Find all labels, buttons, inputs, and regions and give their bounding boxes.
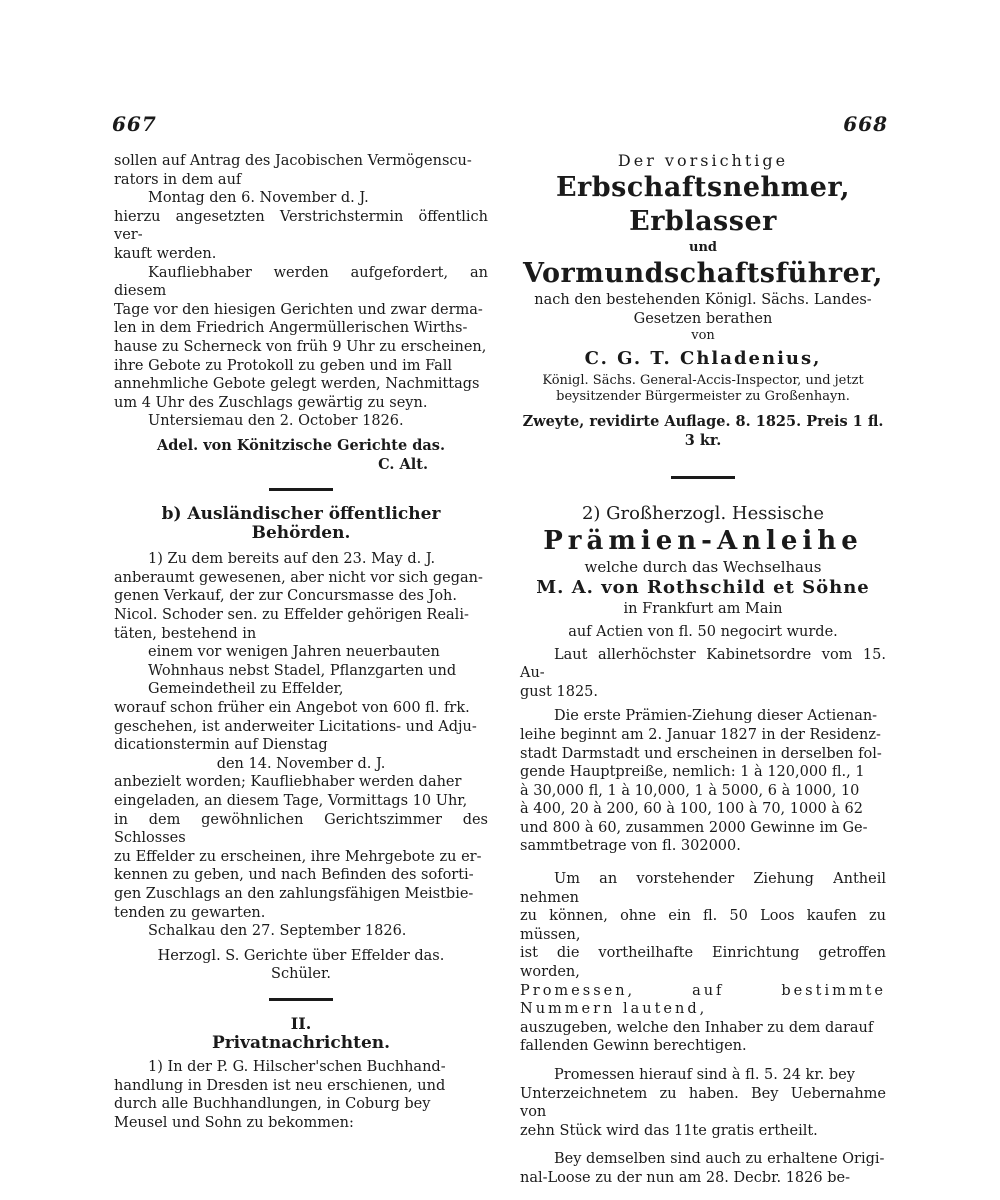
prize-loan-advertisement [520, 505, 886, 1187]
book-subtitle: nach den bestehenden Königl. Sächs. Landes- [534, 292, 872, 309]
text-line: kauft werden. [114, 245, 217, 262]
text-line: Promessen, auf bestimmte Nummern lautend, [520, 982, 886, 1018]
book-title-line: Der vorsichtige [617, 151, 789, 170]
text-line: ist die vortheilhafte Einrichtung getroffen worden, [520, 945, 886, 981]
right-column [520, 152, 886, 1188]
text-line: in dem gewöhnlichen Gerichtszimmer des Schlosses [114, 811, 488, 847]
place-date: Schalkau den 27. September 1826. [148, 923, 407, 940]
book-title-conjunction: und [689, 239, 717, 255]
text-line: gende Hauptpreiße, nemlich: 1 à 120,000 fl., 1 [520, 764, 865, 781]
text-line: Um an vorstehender Ziehung Antheil nehmen [520, 871, 886, 906]
prize-bank-name: M. A. von Rothschild et Söhne [536, 577, 870, 599]
text-line: Unterzeichnetem zu haben. Bey Uebernahme von [520, 1085, 886, 1121]
signature-name: C. Alt. [378, 455, 428, 473]
text-line: gust 1825. [520, 683, 599, 700]
text-line: zu können, ohne ein fl. 50 Loos kaufen zu müssen, [520, 908, 886, 943]
text-line: einem vor wenigen Jahren neuerbauten [148, 644, 440, 661]
text-line: fallenden Gewinn berechtigen. [520, 1038, 747, 1055]
prize-title: Prämien-Anleihe [543, 525, 863, 556]
text-line: hierzu angesetzten Verstrichstermin öffentlich ver- [114, 208, 488, 244]
text-line: Bey demselben sind auch zu erhaltene Origi- [554, 1151, 885, 1168]
section-divider [269, 488, 333, 491]
text-line: genen Verkauf, der zur Concursmasse des Joh. [114, 588, 458, 605]
page-number-right: 668 [843, 112, 888, 136]
section-divider [671, 476, 735, 479]
text-line: Die erste Prämien-Ziehung dieser Actienan- [554, 708, 878, 725]
text-line: täten, bestehend in [114, 625, 257, 642]
text-line: dicationstermin auf Dienstag [114, 737, 328, 754]
text-line: len in dem Friedrich Angermüllerischen Wirths- [114, 320, 468, 337]
signature-court: Adel. von Könitzische Gerichte das. [156, 436, 445, 454]
text-line: tenden zu gewarten. [114, 904, 266, 921]
text-line: zehn Stück wird das 11te gratis ertheilt. [520, 1122, 818, 1139]
book-subtitle: Gesetzen berathen [633, 310, 773, 327]
text-line: gen Zuschlags an den zahlungsfähigen Meistbie- [114, 885, 474, 902]
text-line: Kaufliebhaber werden aufgefordert, an diesem [114, 264, 488, 300]
text-line: Laut allerhöchster Kabinetsordre vom 15. Au- [520, 646, 886, 682]
text-line: rators in dem auf [114, 171, 242, 188]
signature-court: Herzogl. S. Gerichte über Effelder das. [157, 947, 445, 964]
text-line: à 400, 20 à 200, 60 à 100, 100 à 70, 1000 à 62 [520, 801, 863, 818]
text-line: und 800 à 60, zusammen 2000 Gewinne im Ge- [520, 819, 868, 836]
left-column [114, 152, 488, 1133]
text-line: ihre Gebote zu Protokoll zu geben und im Fall [114, 357, 453, 374]
text-line: Promessen hierauf sind à fl. 5. 24 kr. bey [554, 1067, 855, 1083]
prize-heading: 2) Großherzogl. Hessische [581, 503, 825, 525]
book-author-info: Königl. Sächs. General-Accis-Inspector, und jetzt [542, 372, 864, 388]
signature-name: Schüler. [271, 966, 331, 983]
text-line: durch alle Buchhandlungen, in Coburg bey [114, 1096, 431, 1113]
book-author: C. G. T. Chladenius, [584, 348, 822, 370]
text-line: annehmliche Gebote gelegt werden, Nachmittags [114, 376, 480, 393]
prize-subtitle: welche durch das Wechselhaus [584, 557, 822, 576]
text-line: Tage vor den hiesigen Gerichten und zwar derma- [114, 301, 483, 318]
text-line: leihe beginnt am 2. Januar 1827 in der Residenz- [520, 726, 881, 743]
notice-hilscher [114, 1058, 488, 1132]
book-edition-price: Zweyte, revidirte Auflage. 8. 1825. Preis 1 fl. 3 kr. [522, 412, 884, 449]
text-line: den 14. November d. J. [216, 755, 386, 772]
text-line: sollen auf Antrag des Jacobischen Vermögenscu- [114, 153, 472, 169]
page-number-left: 667 [112, 112, 157, 136]
text-line: geschehen, ist anderweiter Licitations- und Adju- [114, 718, 477, 735]
text-line: nal-Loose zu der nun am 28. Decbr. 1826 be- [520, 1169, 850, 1186]
book-von: von [691, 328, 715, 344]
notice-jacobi [114, 152, 488, 474]
text-line: anberaumt gewesenen, aber nicht vor sich gegan- [114, 569, 483, 586]
text-line: Wohnhaus nebst Stadel, Pflanzgarten und [148, 662, 457, 679]
book-author-info: beysitzender Bürgermeister zu Großenhayn. [556, 388, 850, 404]
text-line: kennen zu geben, und nach Befinden des soforti- [114, 867, 474, 884]
text-line: anbezielt worden; Kaufliebhaber werden daher [114, 774, 462, 791]
text-line: zu Effelder zu erscheinen, ihre Mehrgebote zu er- [114, 848, 482, 865]
text-line: handlung in Dresden ist neu erschienen, und [114, 1077, 446, 1094]
text-line: Meusel und Sohn zu bekommen: [114, 1114, 354, 1131]
text-line: stadt Darmstadt und erscheinen in derselben fol- [520, 745, 882, 762]
text-line: um 4 Uhr des Zuschlags gewärtig zu seyn. [114, 394, 428, 411]
prize-location: in Frankfurt am Main [623, 601, 783, 618]
section-divider [269, 998, 333, 1001]
place-date: Untersiemau den 2. October 1826. [148, 413, 404, 430]
book-advertisement [520, 152, 886, 450]
text-line: Nicol. Schoder sen. zu Effelder gehörigen Reali- [114, 607, 469, 624]
notice-schoder [114, 550, 488, 984]
section-two-heading: Privatnachrichten. [211, 1032, 391, 1053]
text-line: auszugeben, welche den Inhaber zu dem darauf [520, 1019, 874, 1036]
section-b-heading: b) Ausländischer öffentlicher Behörden. [161, 504, 441, 543]
text-line: sammtbetrage von fl. 302000. [520, 838, 741, 855]
text-line: à 30,000 fl, 1 à 10,000, 1 à 5000, 6 à 1000, 10 [520, 782, 860, 799]
text-line: Gemeindetheil zu Effelder, [148, 681, 344, 698]
book-title-line: Erbschaftsnehmer, Erblasser [555, 171, 851, 237]
prize-actions: auf Actien von fl. 50 negocirt wurde. [568, 623, 838, 640]
text-line: eingeladen, an diesem Tage, Vormittags 10 Uhr, [114, 793, 468, 809]
text-line: 1) In der P. G. Hilscher'schen Buchhand- [148, 1059, 446, 1076]
text-line: hause zu Scherneck von früh 9 Uhr zu erscheinen, [114, 338, 487, 355]
section-two-number: II. [290, 1013, 312, 1033]
book-title-line: Vormundschaftsführer, [523, 258, 883, 290]
text-line: 1) Zu dem bereits auf den 23. May d. J. [148, 551, 436, 568]
text-line: Montag den 6. November d. J. [148, 190, 369, 207]
text-line: worauf schon früher ein Angebot von 600 fl. frk. [114, 700, 470, 717]
